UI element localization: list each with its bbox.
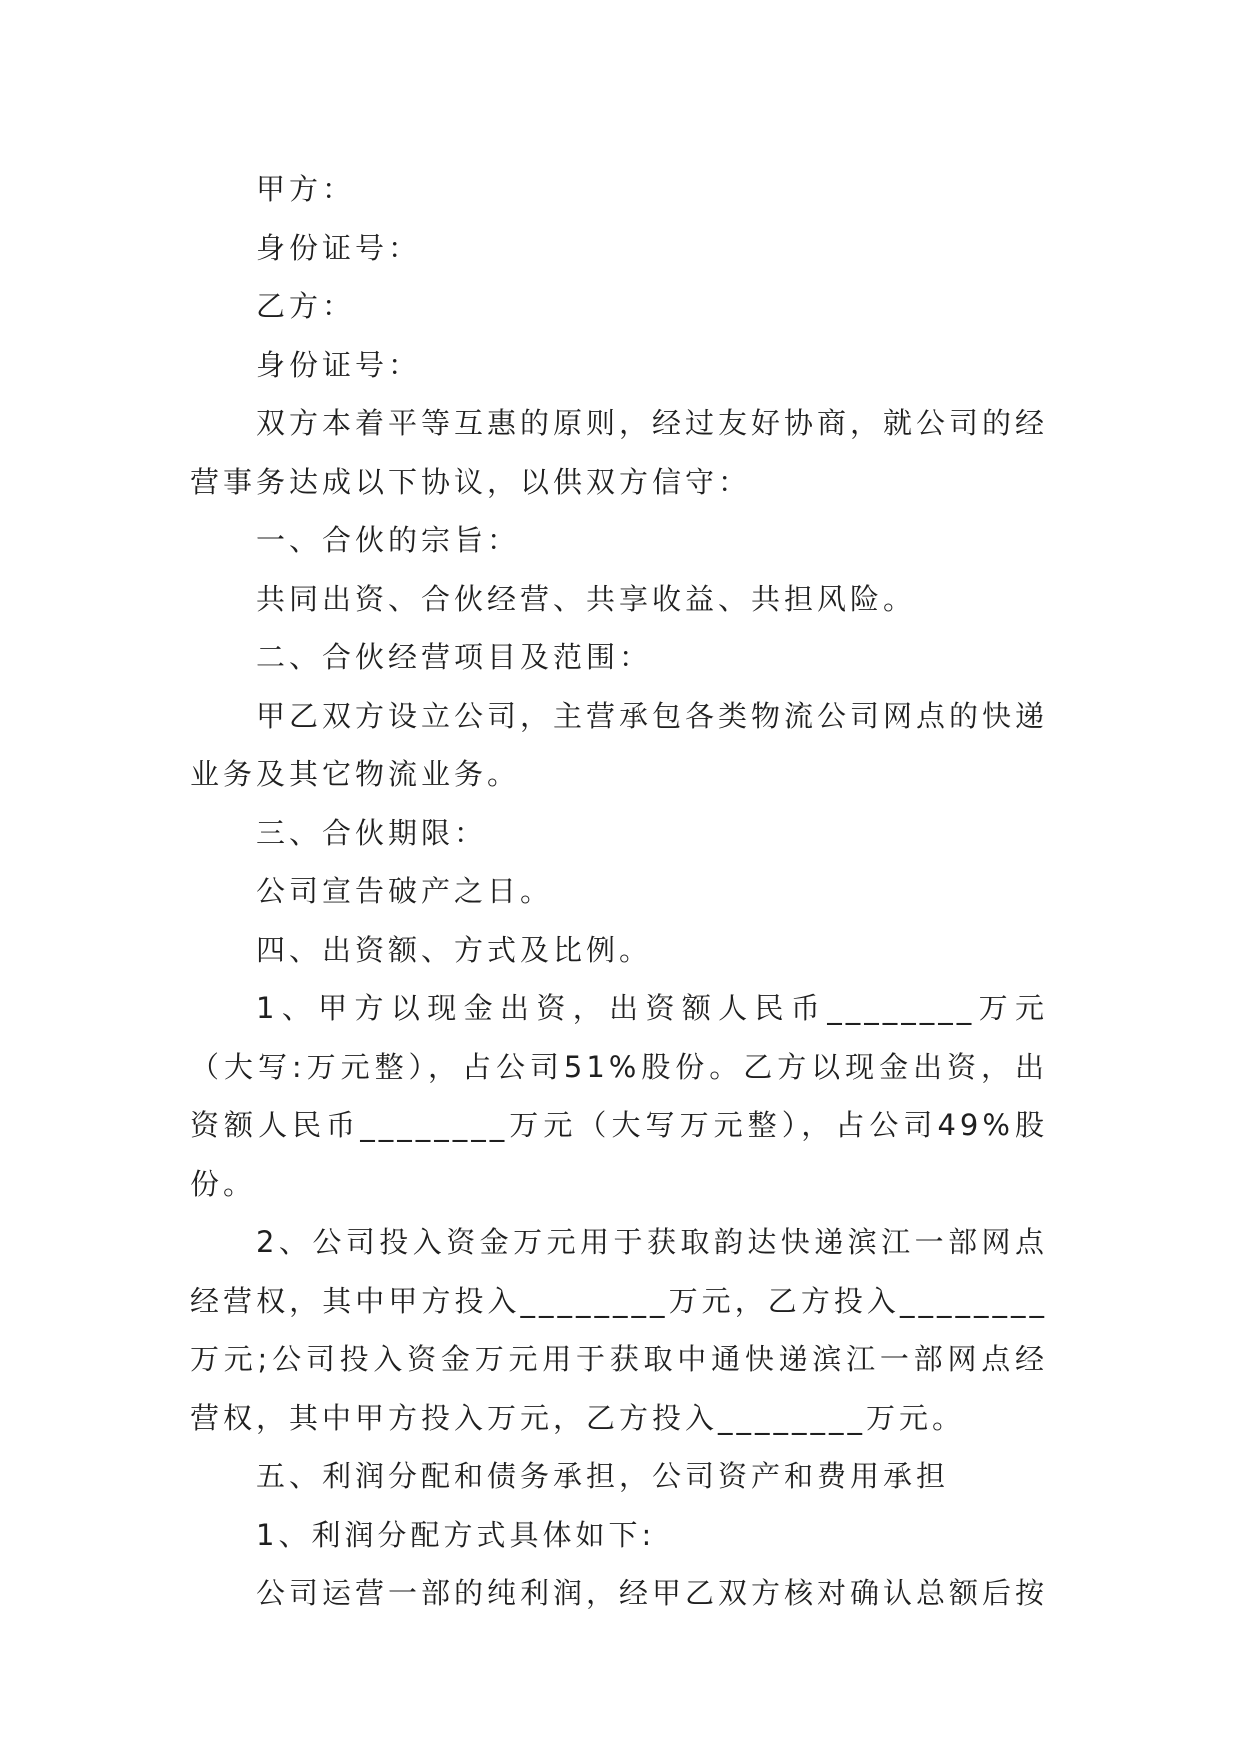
preamble-paragraph: 双方本着平等互惠的原则，经过友好协商，就公司的经营事务达成以下协议，以供双方信守：	[190, 406, 1049, 499]
section-heading-capital: 四、出资额、方式及比例。	[256, 932, 653, 967]
party-b-id-number: 身份证号：	[256, 347, 422, 382]
capital-clause-2: 2、公司投入资金万元用于获取韵达快递滨江一部网点经营权，其中甲方投入________万元，乙方投入________万元;公司投入资金万元用于获取中通快递滨江一部网点经营权，其中甲方投入万元，乙方投入________万元。	[190, 1225, 1048, 1435]
scope-paragraph: 甲乙双方设立公司，主营承包各类物流公司网点的快递业务及其它物流业务。	[190, 698, 1049, 791]
party-a-id-number: 身份证号：	[256, 230, 422, 265]
section-heading-term: 三、合伙期限：	[256, 815, 488, 850]
party-a-label: 甲方：	[256, 172, 356, 206]
section-heading-purpose: 一、合伙的宗旨：	[256, 523, 521, 557]
term-paragraph: 公司宣告破产之日。	[256, 874, 554, 908]
profit-clause-1: 1、利润分配方式具体如下:	[256, 1517, 656, 1552]
profit-paragraph: 公司运营一部的纯利润，经甲乙双方核对确认总额后按	[256, 1576, 1049, 1610]
document-body	[190, 160, 1048, 1623]
party-b-label: 乙方：	[256, 289, 356, 323]
purpose-paragraph: 共同出资、合伙经营、共享收益、共担风险。	[256, 581, 917, 616]
section-heading-scope: 二、合伙经营项目及范围：	[256, 640, 653, 674]
capital-clause-1: 1、甲方以现金出资，出资额人民币________万元（大写:万元整），占公司51%股份。乙方以现金出资，出资额人民币________万元（大写万元整），占公司49%股份。	[190, 991, 1048, 1201]
section-heading-profit: 五、利润分配和债务承担，公司资产和费用承担	[256, 1459, 950, 1493]
